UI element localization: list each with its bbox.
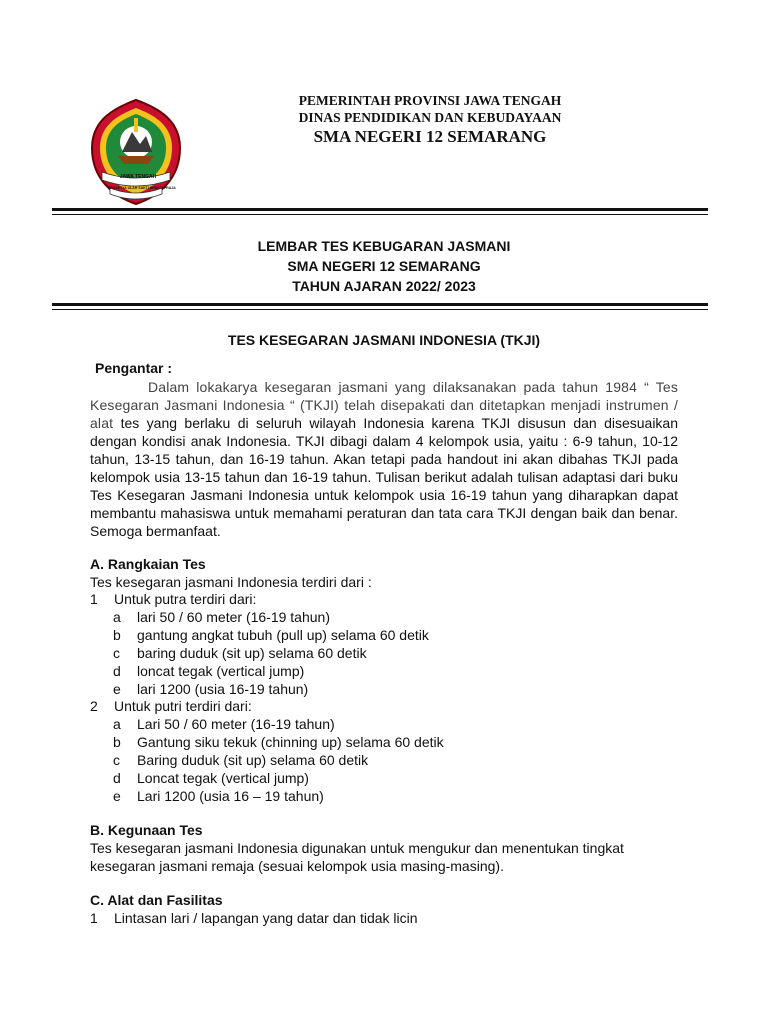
intro-paragraph xyxy=(90,378,678,540)
section-a-heading: A. Rangkaian Tes xyxy=(90,556,206,572)
list-item xyxy=(90,909,418,927)
list-item xyxy=(113,733,444,751)
title-line-2: SMA NEGERI 12 SEMARANG xyxy=(287,258,481,274)
letterhead xyxy=(240,92,620,148)
section-b-text: Tes kesegaran jasmani Indonesia digunakan untuk mengukur dan menentukan tingkat kesegaran jasmani remaja (sesuai kelompok usia masing-masing). xyxy=(90,840,624,874)
list-text: lari 1200 (usia 16-19 tahun) xyxy=(137,681,309,697)
list-number: 2 xyxy=(90,698,98,714)
section-a-intro: Tes kesegaran jasmani Indonesia terdiri dari : xyxy=(90,574,372,590)
letterhead-rule-thick xyxy=(52,208,708,211)
list-item xyxy=(90,697,252,715)
list-item xyxy=(113,769,309,787)
list-item xyxy=(113,626,429,644)
list-item xyxy=(113,715,335,733)
list-label: Untuk putri terdiri dari: xyxy=(114,698,252,714)
list-letter: e xyxy=(113,788,121,804)
list-number: 1 xyxy=(90,591,98,607)
section-b-heading: B. Kegunaan Tes xyxy=(90,822,203,838)
list-letter: b xyxy=(113,627,121,643)
list-letter: d xyxy=(113,770,121,786)
emblem-motto-text: PRASETYA ULAH SAKTI BHAKTI PRAJA xyxy=(108,186,176,190)
intro-text: tes yang berlaku di seluruh wilayah Indonesia karena TKJI disusun dan disesuaikan dengan kondisi anak Indonesia. TKJI dibagi dalam 4 kelompok usia, yaitu : 6-9 tahun, 10-12 tahun, 13-15 tahun, dan 16-19 tahun. Akan tetapi pada handout ini akan dibahas TKJI pada kelompok usia 13-15 tahun dan 16-19 tahun. Tulisan berikut adalah tulisan adaptasi dari buku Tes Kesegaran Jasmani Indonesia untuk kelompok usia 16-19 tahun yang diharapkan dapat membantu mahasiswa untuk memahami peraturan dan tata cara TKJI dengan baik dan benar. Semoga bermanfaat. xyxy=(90,415,679,539)
letterhead-rule-thin xyxy=(52,214,708,215)
list-item xyxy=(113,787,324,805)
list-letter: e xyxy=(113,681,121,697)
list-text: gantung angkat tubuh (pull up) selama 60 detik xyxy=(137,627,429,643)
list-item xyxy=(113,644,367,662)
section-c-heading: C. Alat dan Fasilitas xyxy=(90,892,223,908)
list-item xyxy=(113,662,304,680)
letterhead-department: DINAS PENDIDIKAN DAN KEBUDAYAAN xyxy=(298,110,562,125)
letterhead-government: PEMERINTAH PROVINSI JAWA TENGAH xyxy=(298,93,562,108)
list-letter: d xyxy=(113,663,121,679)
list-letter: a xyxy=(113,609,121,625)
list-text: Loncat tegak (vertical jump) xyxy=(137,770,309,786)
list-number: 1 xyxy=(90,910,98,926)
list-item xyxy=(113,608,330,626)
title-line-1: LEMBAR TES KEBUGARAN JASMANI xyxy=(257,238,511,254)
list-letter: c xyxy=(113,645,120,661)
list-text: baring duduk (sit up) selama 60 detik xyxy=(137,645,367,661)
list-item xyxy=(113,751,368,769)
document-title xyxy=(0,236,768,296)
list-text: Lari 50 / 60 meter (16-19 tahun) xyxy=(137,716,335,732)
list-text: loncat tegak (vertical jump) xyxy=(137,663,305,679)
intro-text-light: Dalam lokakarya kesegaran jasmani yang dilaksanakan pada tahun 1984 “ Tes Kesegaran Jasmani Indonesia “ (TKJI) telah disepakati dan ditetapkan menjadi instrumen / alat xyxy=(90,379,678,431)
list-text: lari 50 / 60 meter (16-19 tahun) xyxy=(137,609,330,625)
list-label: Untuk putra terdiri dari: xyxy=(114,591,257,607)
list-letter: a xyxy=(113,716,121,732)
title-rule-thick xyxy=(52,303,708,306)
list-text: Lintasan lari / lapangan yang datar dan tidak licin xyxy=(114,910,418,926)
list-item xyxy=(90,590,256,608)
letterhead-school: SMA NEGERI 12 SEMARANG xyxy=(313,127,547,146)
list-letter: b xyxy=(113,734,121,750)
title-rule-thin xyxy=(52,309,708,310)
emblem-ribbon-text: JAWA TENGAH xyxy=(119,174,157,180)
title-line-3: TAHUN AJARAN 2022/ 2023 xyxy=(292,278,476,294)
list-text: Lari 1200 (usia 16 – 19 tahun) xyxy=(137,788,324,804)
section-title: TES KESEGARAN JASMANI INDONESIA (TKJI) xyxy=(227,332,541,348)
intro-heading: Pengantar : xyxy=(95,360,173,376)
list-text: Gantung siku tekuk (chinning up) selama 60 detik xyxy=(137,734,444,750)
list-letter: c xyxy=(113,752,120,768)
list-item xyxy=(113,680,308,698)
list-text: Baring duduk (sit up) selama 60 detik xyxy=(137,752,369,768)
